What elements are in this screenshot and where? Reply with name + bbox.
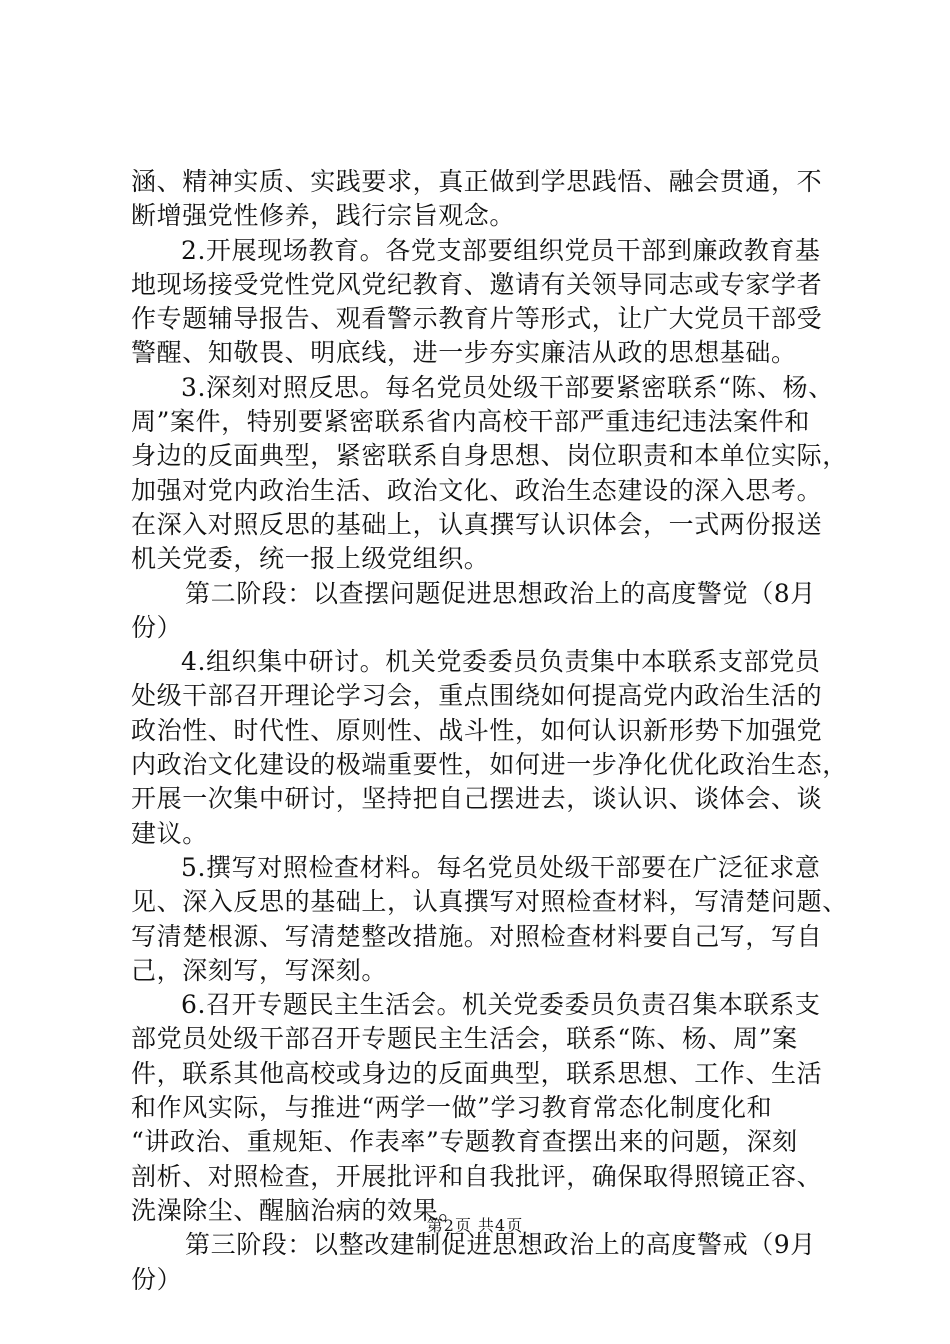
text-line: 件，联系其他高校或身边的反面典型，联系思想、工作、生活	[131, 1058, 823, 1088]
text-line: 写清楚根源、写清楚整改措施。对照检查材料要自己写，写自	[131, 921, 823, 951]
text-line: 剖析、对照检查，开展批评和自我批评，确保取得照镜正容、	[131, 1161, 823, 1191]
text-line: 处级干部召开理论学习会，重点围绕如何提高党内政治生活的	[131, 681, 823, 711]
text-line: 机关党委，统一报上级党组织。	[131, 544, 490, 574]
text-line: 地现场接受党性党风党纪教育、邀请有关领导同志或专家学者	[131, 269, 823, 299]
text-line: 涵、精神实质、实践要求，真正做到学思践悟、融会贯通，不	[131, 167, 823, 196]
stage-three-heading: 第三阶段：以整改建制促进思想政治上的高度警戒（9月	[185, 1230, 816, 1260]
text-line: 周”案件，特别要紧密联系省内高校干部严重违纪违法案件和	[131, 407, 810, 437]
text-line: 份）	[131, 612, 183, 642]
text-line: 己，深刻写，写深刻。	[131, 955, 388, 985]
stage-two-heading: 第二阶段：以查摆问题促进思想政治上的高度警觉（8月	[185, 578, 816, 608]
text-line: 开展一次集中研讨，坚持把自己摆进去，谈认识、谈体会、谈	[131, 784, 823, 814]
item-5-heading-line: 5.撰写对照检查材料。每名党员处级干部要在广泛征求意	[181, 852, 821, 882]
text-line: 身边的反面典型，紧密联系自身思想、岗位职责和本单位实际，	[131, 441, 848, 471]
text-line: 和作风实际，与推进“两学一做”学习教育常态化制度化和	[131, 1093, 773, 1123]
text-line: 份）	[131, 1264, 183, 1294]
text-line: 建议。	[131, 818, 208, 848]
text-line: 警醒、知敬畏、明底线，进一步夯实廉洁从政的思想基础。	[131, 338, 797, 368]
item-4-heading-line: 4.组织集中研讨。机关党委委员负责集中本联系支部党员	[181, 647, 821, 677]
text-line: 政治性、时代性、原则性、战斗性，如何认识新形势下加强党	[131, 715, 823, 745]
text-line: 见、深入反思的基础上，认真撰写对照检查材料，写清楚问题、	[131, 887, 848, 917]
page-number-footer: 第2页 共4页	[426, 1216, 524, 1235]
text-line: 加强对党内政治生活、政治文化、政治生态建设的深入思考。	[131, 475, 823, 505]
text-line: 内政治文化建设的极端重要性，如何进一步净化优化政治生态，	[131, 750, 848, 780]
text-line: 洗澡除尘、醒脑治病的效果。	[131, 1195, 464, 1225]
text-line: 断增强党性修养，践行宗旨观念。	[131, 201, 516, 231]
text-line: 作专题辅导报告、观看警示教育片等形式，让广大党员干部受	[131, 304, 823, 334]
item-6-heading-line: 6.召开专题民主生活会。机关党委委员负责召集本联系支	[181, 990, 821, 1020]
item-3-heading-line: 3.深刻对照反思。每名党员处级干部要紧密联系“陈、杨、	[181, 372, 834, 402]
text-line: 在深入对照反思的基础上，认真撰写认识体会，一式两份报送	[131, 509, 823, 539]
item-2-heading-line: 2.开展现场教育。各党支部要组织党员干部到廉政教育基	[181, 235, 821, 265]
text-line: 部党员处级干部召开专题民主生活会，联系“陈、杨、周”案	[131, 1024, 798, 1054]
text-line: “讲政治、重规矩、作表率”专题教育查摆出来的问题，深刻	[131, 1127, 798, 1157]
document-body	[131, 165, 848, 1297]
